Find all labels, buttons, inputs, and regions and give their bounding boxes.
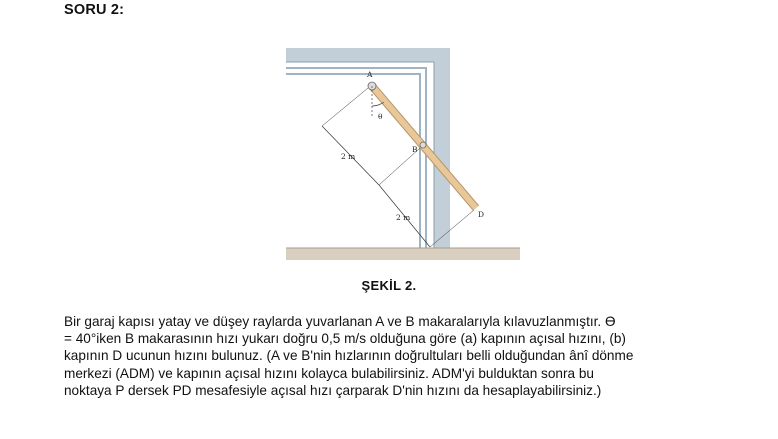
label-d: D [478, 210, 485, 219]
floor [286, 248, 520, 260]
label-b: B [412, 145, 418, 154]
label-theta: θ [378, 112, 383, 121]
dim-upper-tick-a [322, 88, 368, 126]
paragraph-line-3: kapının D ucunun hızını bulunuz. (A ve B'nin hızlarının doğrultuları belli olduğundan ânî dönme [64, 348, 634, 364]
paragraph-line-1: Bir garaj kapısı yatay ve düşey raylarda yuvarlanan A ve B makaralarıyla kılavuzlanmıştır. Ɵ [64, 314, 616, 329]
question-paragraph [64, 313, 732, 399]
label-dim-lower: 2 m [396, 213, 411, 222]
label-a: A [367, 70, 373, 79]
paragraph-line-5: noktaya P dersek PD mesafesiyle açısal hızı çarparak D'nin hızını da hesaplayabilirsiniz.) [64, 382, 602, 398]
wall-block [434, 48, 450, 248]
garage-door-figure [280, 44, 530, 266]
paragraph-line-2: = 40°iken B makarasının hızı yukarı doğru 0,5 m/s olduğuna göre (a) kapının açısal hızını, (b) [64, 331, 626, 347]
ceiling-block [286, 48, 450, 62]
figure-caption: ŞEKİL 2. [361, 278, 417, 293]
question-heading: SORU 2: [64, 2, 125, 18]
label-dim-upper: 2 m [341, 152, 356, 161]
paragraph-line-4: merkezi (ADM) ve kapının açısal hızını kolayca bulabilirsiniz. ADM'yi bulduktan sonra bu [64, 365, 594, 381]
roller-b [420, 142, 426, 148]
figure-drawing [280, 44, 530, 266]
